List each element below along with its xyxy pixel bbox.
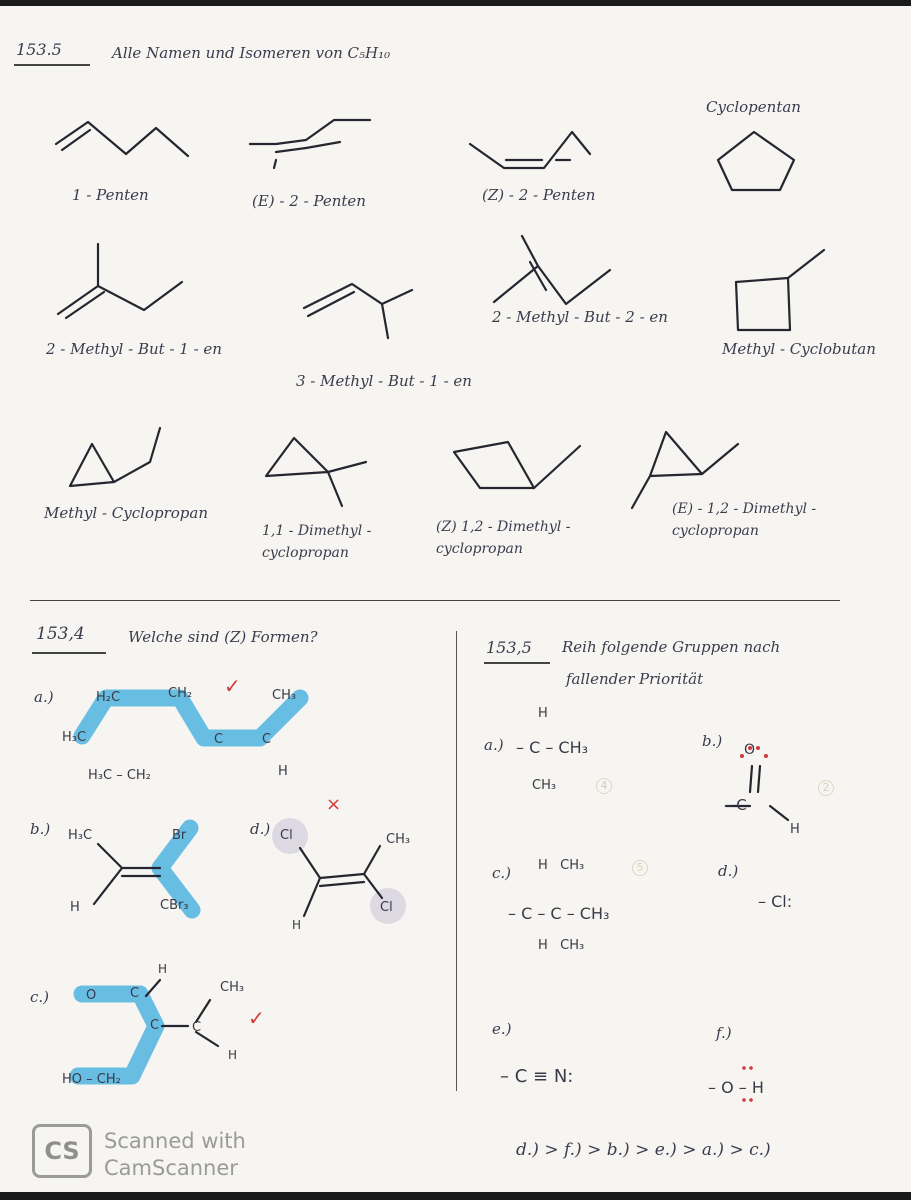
exercise-number: 153,4 [36, 624, 85, 644]
substituent-row: – C [724, 796, 747, 814]
atom: CH₂ [168, 686, 193, 701]
atom: H [790, 822, 800, 837]
substituent-row: – O – H [708, 1078, 764, 1097]
camscanner-caption [104, 1128, 246, 1182]
item-label-c: c.) [492, 864, 512, 882]
substituent-row: – C – CH₃ [516, 738, 589, 757]
isomer-name: 2 - Methyl - But - 1 - en [46, 340, 222, 358]
atom: O [86, 988, 97, 1003]
isomer-name: (Z) - 2 - Penten [482, 186, 596, 204]
cross-mark: × [326, 794, 342, 815]
atom: Br [172, 828, 187, 843]
notebook-page [0, 6, 911, 1192]
atom: HO – CH₂ [62, 1072, 121, 1087]
atom: Cl [280, 828, 293, 843]
isomer-name-line: 1,1 - Dimethyl - cyclopropan [262, 523, 372, 561]
underline [32, 652, 106, 654]
atom: H₃C [62, 730, 87, 745]
isomer-name: 3 - Methyl - But - 1 - en [296, 372, 472, 390]
underline [14, 64, 90, 66]
caption-line-1: Scanned with [104, 1129, 246, 1153]
atom: C [150, 1018, 160, 1033]
answer-ranking: d.) > f.) > b.) > e.) > a.) > c.) [516, 1140, 771, 1160]
isomer-name: Cyclopentan [706, 98, 801, 116]
molecule-3-methyl-but-1-en [300, 278, 430, 348]
checkmark: ✓ [248, 1006, 265, 1030]
atom: CBr₃ [160, 898, 189, 913]
item-label-f: f.) [716, 1024, 732, 1042]
item-label-e: e.) [492, 1020, 512, 1038]
atom: Cl [380, 900, 393, 915]
isomer-name: (E) - 2 - Penten [252, 192, 366, 210]
molecule-cyclopentan [712, 126, 802, 198]
underline [484, 662, 550, 664]
atom: CH₃ [386, 832, 411, 847]
exercise-question: Reih folgende Gruppen nach [562, 638, 781, 656]
atom: CH₃ [272, 688, 297, 703]
atom: H [158, 962, 168, 976]
substituent-top: H [538, 706, 548, 721]
oxygen-lone-pairs [736, 1064, 760, 1104]
atom: H [278, 764, 288, 779]
substituent-bottom: CH₃ [532, 778, 557, 793]
substituent-row: – Cl: [758, 892, 793, 911]
camscanner-logo: CS [32, 1124, 92, 1178]
isomer-name: 2 - Methyl - But - 2 - en [492, 308, 668, 326]
item-label-b: b.) [702, 732, 723, 750]
exercise-question-cont: fallender Priorität [566, 670, 704, 688]
molecule-1-penten [48, 116, 198, 176]
atom: H₃C [68, 828, 93, 843]
molecule-2-methyl-but-2-en [480, 232, 620, 312]
atom: C [130, 986, 140, 1001]
atom: H [70, 900, 80, 915]
isomer-name: 1 - Penten [72, 186, 149, 204]
item-label-d: d.) [718, 862, 739, 880]
rank-circle: 2 [818, 780, 834, 796]
substituent-row: – C ≡ N: [500, 1066, 574, 1087]
molecule-2-methyl-but-1-en [50, 242, 190, 322]
isomer-name-line: (E) - 1,2 - Dimethyl - cyclopropan [672, 501, 817, 539]
item-label-d: d.) [250, 820, 271, 838]
rank-circle: 5 [632, 860, 648, 876]
item-label-b: b.) [30, 820, 51, 838]
isomer-name: Methyl - Cyclobutan [722, 340, 876, 358]
molecule-e-2-penten [246, 114, 376, 174]
page-heading: Alle Namen und Isomeren von C₅H₁₀ [112, 44, 391, 62]
molecule-z-1-2-dimethyl-cyclopropan [450, 430, 590, 500]
isomer-name-line: (Z) 1,2 - Dimethyl - cyclopropan [436, 519, 571, 557]
exercise-number: 153,5 [486, 638, 532, 657]
item-label-a: a.) [34, 688, 54, 706]
atom: C [192, 1020, 202, 1035]
structure-b [74, 814, 214, 924]
substituent-top: H CH₃ [538, 858, 585, 873]
item-label-a: a.) [484, 736, 504, 754]
atom: H₂C [96, 690, 121, 705]
molecule-methyl-cyclobutan [730, 246, 830, 336]
exercise-question: Welche sind (Z) Formen? [128, 628, 318, 646]
structure-b-aldehyde [722, 742, 822, 832]
atom: C [214, 732, 224, 747]
atom: O [744, 742, 756, 758]
rank-circle: 4 [596, 778, 612, 794]
molecule-z-2-penten [466, 124, 596, 184]
caption-line-2: CamScanner [104, 1156, 238, 1180]
atom: H₃C – CH₂ [88, 768, 151, 783]
section-divider [30, 600, 840, 601]
atom: CH₃ [220, 980, 245, 995]
molecule-methyl-cyclopropan [64, 424, 174, 494]
isomer-name: Methyl - Cyclopropan [44, 504, 208, 522]
exercise-number: 153.5 [16, 40, 62, 59]
atom: C [262, 732, 272, 747]
atom: H [292, 918, 302, 932]
substituent-row: – C – C – CH₃ [508, 904, 610, 923]
column-divider [456, 631, 457, 1091]
molecule-1-1-dimethyl-cyclopropan [258, 426, 378, 516]
atom: H [228, 1048, 238, 1062]
substituent-bottom: H CH₃ [538, 938, 585, 953]
item-label-c: c.) [30, 988, 50, 1006]
checkmark: ✓ [224, 674, 241, 698]
